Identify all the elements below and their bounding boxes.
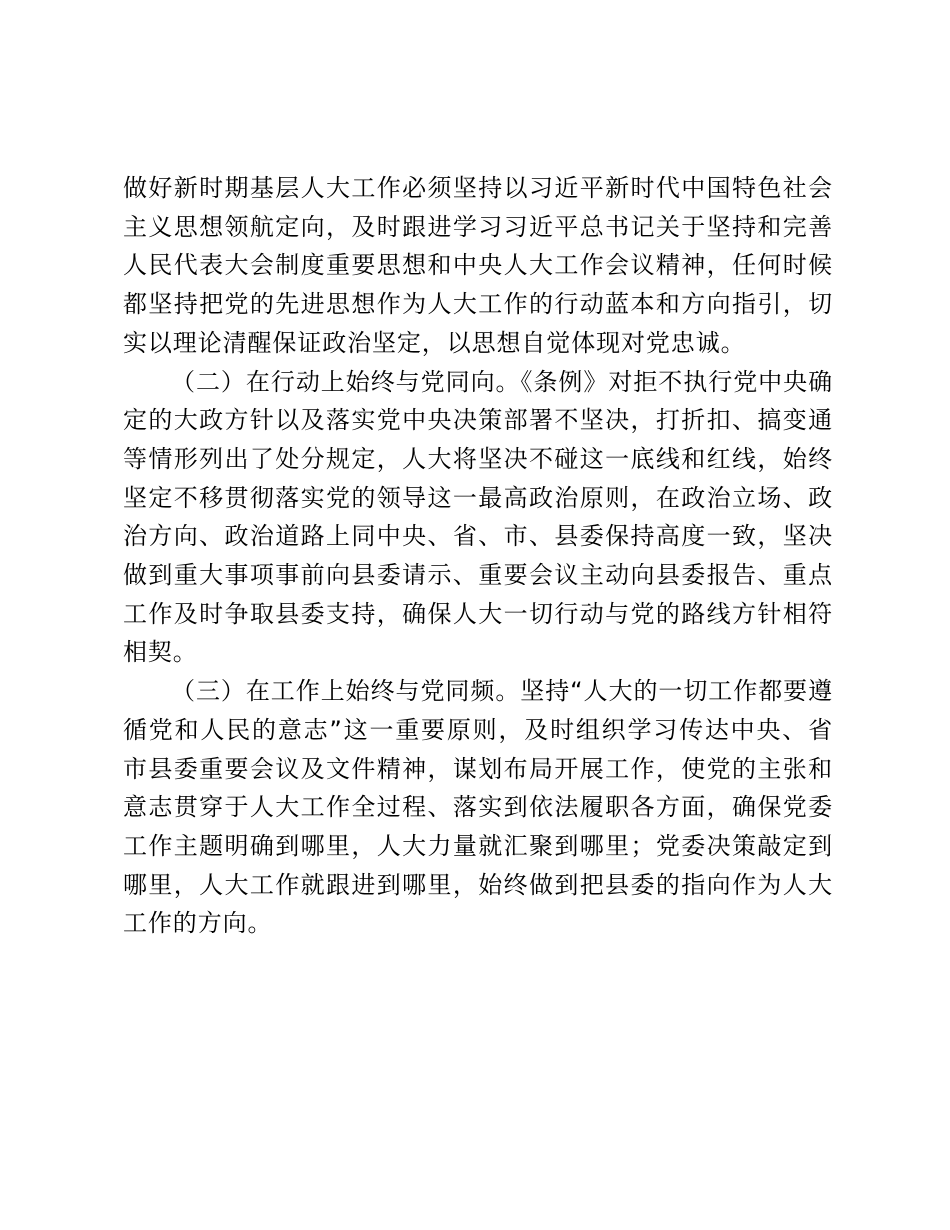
paragraph-3: （三）在工作上始终与党同频。坚持“人大的一切工作都要遵循党和人民的意志”这一重要原则，及时组织学习传达中央、省市县委重要会议及文件精神，谋划布局开展工作，使党的主张和意志贯穿于人大工作全过程、落实到依法履职各方面，确保党委工作主题明确到哪里，人大力量就汇聚到哪里；党委决策敲定到哪里，人大工作就跟进到哪里，始终做到把县委的指向作为人大工作的方向。 <box>123 677 833 938</box>
paragraph-2: （二）在行动上始终与党同向。《条例》对拒不执行党中央确定的大政方针以及落实党中央决策部署不坚决，打折扣、搞变通等情形列出了处分规定，人大将坚决不碰这一底线和红线，始终坚定不移贯彻落实党的领导这一最高政治原则，在政治立场、政治方向、政治道路上同中央、省、市、县委保持高度一致，坚决做到重大事项事前向县委请示、重要会议主动向县委报告、重点工作及时争取县委支持，确保人大一切行动与党的路线方针相符相契。 <box>123 367 833 667</box>
document-body <box>123 169 833 943</box>
paragraph-1: 做好新时期基层人大工作必须坚持以习近平新时代中国特色社会主义思想领航定向，及时跟进学习习近平总书记关于坚持和完善人民代表大会制度重要思想和中央人大工作会议精神，任何时候都坚持把党的先进思想作为人大工作的行动蓝本和方向指引，切实以理论清醒保证政治坚定，以思想自觉体现对党忠诚。 <box>123 174 833 357</box>
